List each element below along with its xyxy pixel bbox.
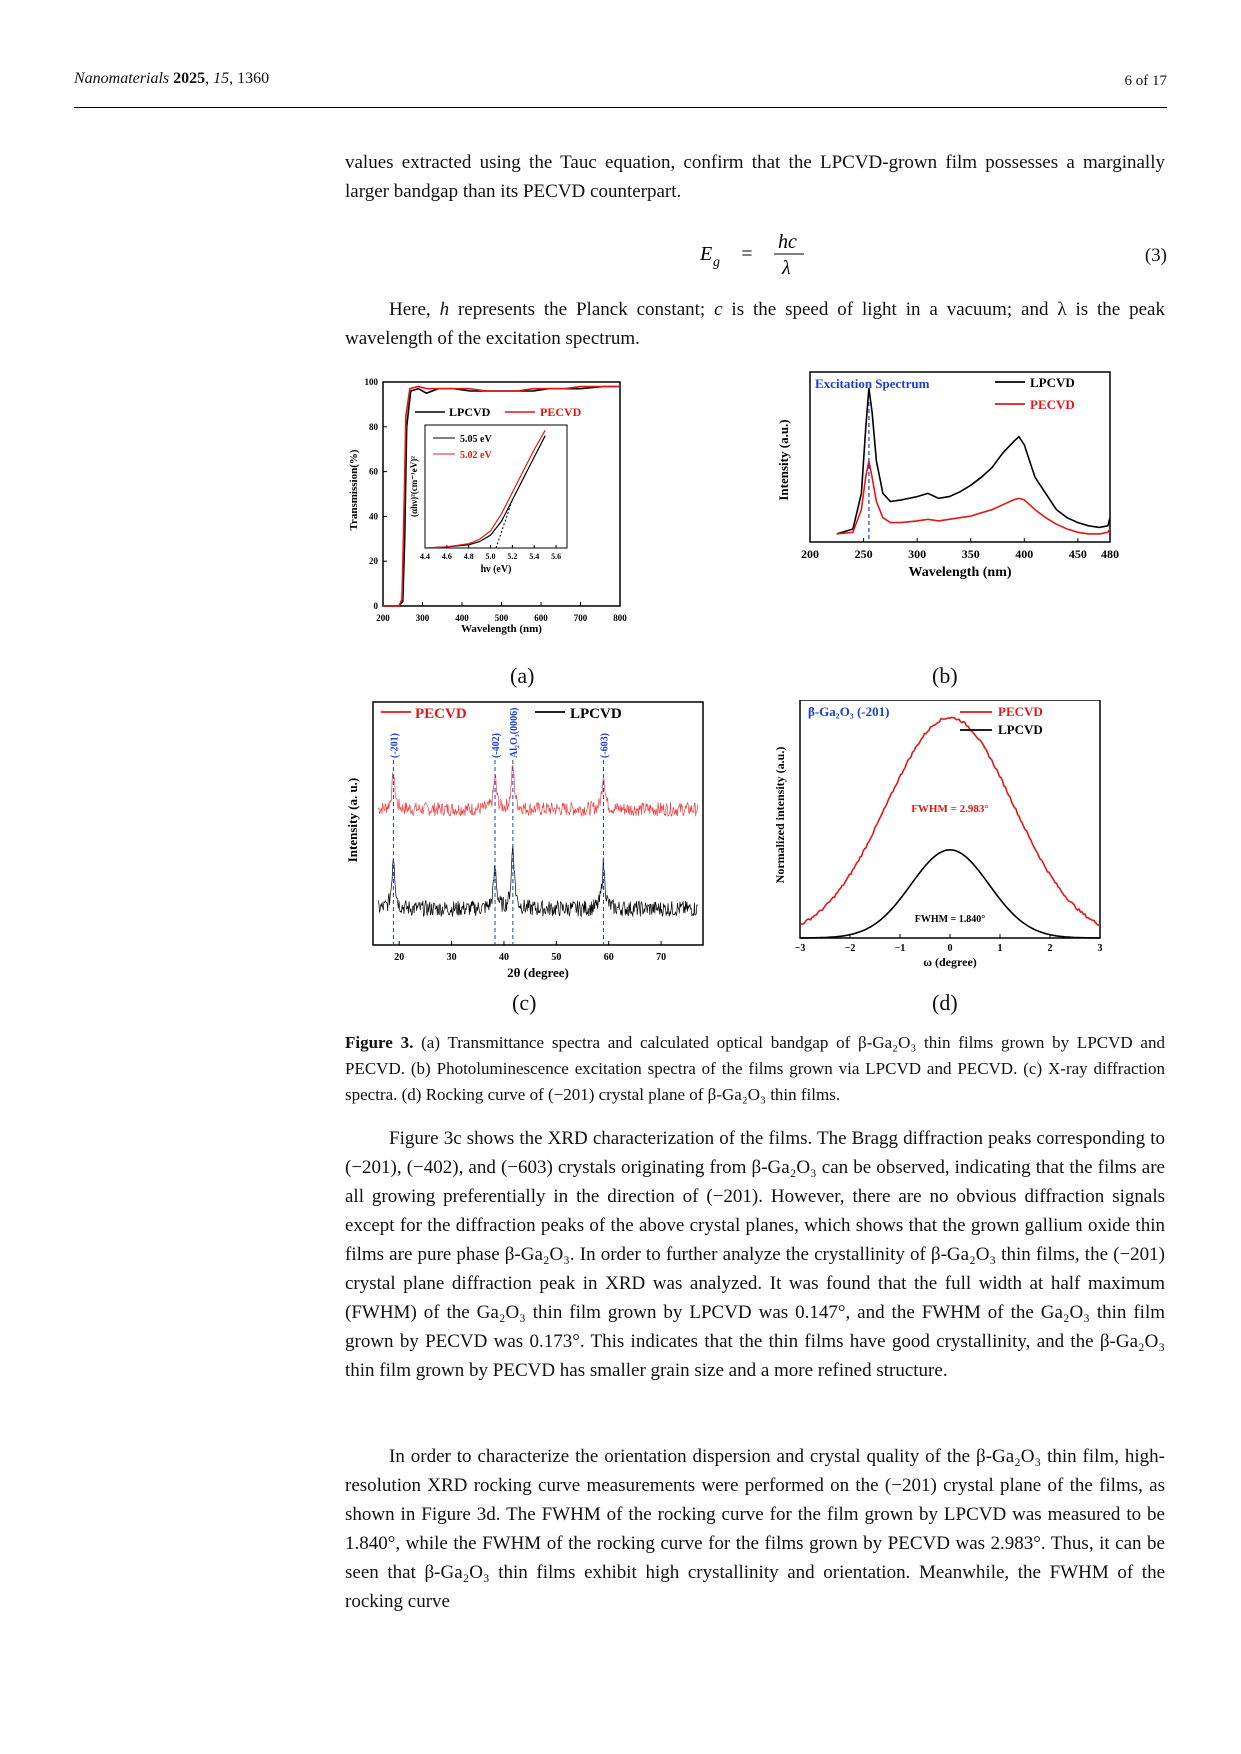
paragraph-rocking-text: In order to characterize the orientation dispersion and crystal quality of the β-Ga₂O₃ thin film, high-resolution XRD rocking curve measurements were performed on the (−201) crystal plane of the films, as shown in Figure 3d. The FWHM of the rocking curve for the film grown by LPCVD was measured to be 1.840°, while the FWHM of the rocking curve for the films grown by PECVD was 2.983°. Thus, it can be seen that β-Ga₂O₃ thin films exhibit high crystallinity and orientation. Meanwhile, the FWHM of the rocking curve [345, 1446, 1165, 1612]
y-axis-label: Transmission(%) [348, 449, 360, 531]
series-line-lpcvd [378, 846, 697, 917]
x-tick-label: 200 [376, 613, 390, 623]
inset-x-tick-label: 5.6 [551, 552, 562, 561]
x-tick-label: 60 [603, 952, 614, 963]
legend-label-pecvd: PECVD [998, 704, 1043, 719]
y-tick-label: 40 [369, 511, 378, 522]
equation [700, 230, 820, 285]
defs-part-1: Here, [389, 299, 440, 320]
x-tick-label: −3 [794, 943, 806, 954]
chart-panel-b [770, 370, 1130, 660]
x-tick-label: 300 [415, 613, 430, 623]
panel-label-a: (a) [510, 663, 535, 688]
inset-legend-label-1: 5.05 eV [460, 434, 492, 445]
x-tick-label: 800 [613, 613, 627, 623]
journal-year: 2025 [173, 70, 206, 87]
defs-c: c [714, 299, 723, 320]
x-tick-label: −2 [844, 943, 856, 954]
x-tick-label: 450 [1068, 547, 1087, 561]
legend-label-pecvd: PECVD [540, 405, 582, 419]
chart-panel-a [345, 370, 705, 660]
panel-label-d: (d) [932, 990, 958, 1015]
x-tick-label: 2 [1047, 943, 1053, 954]
chart-annotation: β-Ga₂O₃ (-201) [808, 704, 890, 719]
y-tick-label: 100 [364, 377, 378, 387]
x-tick-label: 400 [1015, 547, 1034, 561]
svg-text:=: = [740, 243, 754, 265]
y-tick-label: 80 [369, 421, 378, 432]
inset-x-tick-label: 5.2 [507, 552, 518, 561]
peak-label: (-201) [389, 733, 401, 758]
x-tick-label: 480 [1101, 547, 1119, 561]
paragraph-xrd [345, 1124, 1165, 1385]
y-tick-label: 60 [369, 466, 378, 477]
y-tick-label: 20 [369, 556, 378, 567]
x-tick-label: 1 [997, 943, 1003, 954]
legend-label-lpcvd: LPCVD [998, 722, 1043, 737]
chart-annotation: Excitation Spectrum [815, 376, 930, 391]
legend-label-pecvd: PECVD [415, 706, 467, 722]
x-tick-label: −1 [894, 943, 906, 954]
y-axis-label: Intensity (a. u.) [345, 777, 360, 863]
x-tick-label: 50 [551, 952, 562, 963]
x-axis-label: ω (degree) [923, 955, 977, 969]
x-tick-label: 30 [446, 952, 457, 963]
inset-frame [425, 425, 567, 548]
legend-label-lpcvd: LPCVD [1030, 375, 1075, 390]
fwhm-label-pecvd: FWHM = 2.983° [911, 803, 989, 815]
defs-part-3: is the speed of light in a vacuum; and λ is the peak wavelength of the excitation spectrum. [345, 299, 1165, 349]
x-tick-label: 600 [534, 613, 548, 623]
inset-legend-label-2: 5.02 eV [460, 450, 492, 461]
x-axis-label: 2θ (degree) [507, 965, 569, 980]
caption-text: (a) Transmittance spectra and calculated optical bandgap of β-Ga₂O₃ thin films grown by LPCVD and PECVD. (b) Photoluminescence excitation spectra of the films grown via LPCVD and PECVD. (c) X-ray diffraction spectra. (d) Rocking curve of (−201) crystal plane of β-Ga₂O₃ thin films. [345, 1033, 1165, 1104]
paragraph-rocking [345, 1442, 1165, 1616]
x-tick-label: 70 [656, 952, 667, 963]
definitions-paragraph [345, 295, 1165, 353]
x-tick-label: 400 [455, 613, 469, 623]
x-tick-label: 200 [801, 547, 819, 561]
x-tick-label: 700 [573, 613, 588, 623]
inset-x-tick-label: 5.4 [529, 552, 540, 561]
inset-x-tick-label: 5.0 [485, 552, 496, 561]
x-tick-label: 300 [908, 547, 927, 561]
plot-frame [800, 700, 1100, 938]
legend-label-pecvd: PECVD [1030, 397, 1075, 412]
inset-x-tick-label: 4.6 [441, 552, 452, 561]
figure-caption [345, 1030, 1165, 1108]
eq-num: hc [778, 231, 797, 253]
article-number: 1360 [237, 70, 270, 87]
chart-panel-c [345, 700, 715, 995]
y-tick-label: 0 [373, 601, 378, 611]
x-tick-label: 250 [854, 547, 873, 561]
defs-h: h [439, 299, 450, 320]
fwhm-label-lpcvd: FWHM = 1.840° [914, 914, 986, 925]
inset-y-label: (αhν)²(cm⁻¹eV)² [409, 456, 419, 517]
x-tick-label: 40 [498, 952, 509, 963]
x-tick-label: 20 [394, 952, 405, 963]
panel-label-c: (c) [512, 990, 537, 1015]
x-tick-label: 350 [961, 547, 980, 561]
defs-part-2: represents the Planck constant; [449, 299, 715, 320]
inset-x-label: hν (eV) [480, 564, 512, 575]
x-axis-label: Wavelength (nm) [461, 623, 542, 635]
header-rule [74, 107, 1167, 108]
inset-x-tick-label: 4.4 [420, 552, 430, 561]
journal-name: Nanomaterials [74, 70, 170, 87]
x-tick-label: 3 [1097, 943, 1103, 954]
panel-label-b: (b) [932, 663, 958, 688]
inset-x-tick-label: 4.8 [463, 552, 474, 561]
legend-label-lpcvd: LPCVD [449, 405, 491, 419]
x-axis-label: Wavelength (nm) [908, 565, 1012, 580]
running-header: Nanomaterials 2025, 15, 1360 [74, 70, 270, 87]
equation-number: (3) [1144, 245, 1167, 266]
legend-label-lpcvd: LPCVD [570, 706, 622, 722]
eq-lhs-sub: g [713, 255, 720, 270]
y-axis-label: Intensity (a.u.) [776, 419, 791, 501]
x-tick-label: 0 [947, 943, 953, 954]
peak-label: (-402) [491, 733, 503, 758]
peak-label: (-603) [599, 733, 611, 758]
caption-label: Figure 3. [345, 1033, 414, 1052]
series-line-pecvd [800, 717, 1100, 925]
x-tick-label: 500 [494, 613, 509, 623]
chart-panel-d [770, 700, 1130, 990]
eq-lhs: E [700, 243, 713, 265]
peak-label: Al₂O₃(0006) [508, 707, 520, 758]
series-line-pecvd [378, 766, 697, 817]
intro-paragraph: values extracted using the Tauc equation, confirm that the LPCVD-grown film possesses a marginally larger bandgap than its PECVD counterpart. [345, 152, 1165, 202]
journal-volume: 15 [213, 70, 230, 87]
paragraph-xrd-text: Figure 3c shows the XRD characterization of the films. The Bragg diffraction peaks corresponding to (−201), (−402), and (−603) crystals originating from β-Ga₂O₃ can be observed, indicating that the films are all growing preferentially in the direction of (−201). However, there are no obvious diffraction signals except for the diffraction peaks of the above crystal planes, which shows that the grown gallium oxide thin films are pure phase β-Ga₂O₃. In order to further analyze the crystallinity of β-Ga₂O₃ thin films, the (−201) crystal plane diffraction peak in XRD was analyzed. It was found that the full width at half maximum (FWHM) of the Ga₂O₃ thin film grown by LPCVD was 0.147°, and the FWHM of the Ga₂O₃ thin film grown by PECVD was 0.173°. This indicates that the thin films have good crystallinity, and the β-Ga₂O₃ thin film grown by PECVD has smaller grain size and a more refined structure. [345, 1128, 1165, 1381]
y-axis-label: Normalized intensity (a.u.) [773, 746, 787, 884]
eq-den: λ [782, 257, 791, 279]
page-number: 6 of 17 [1124, 73, 1167, 89]
